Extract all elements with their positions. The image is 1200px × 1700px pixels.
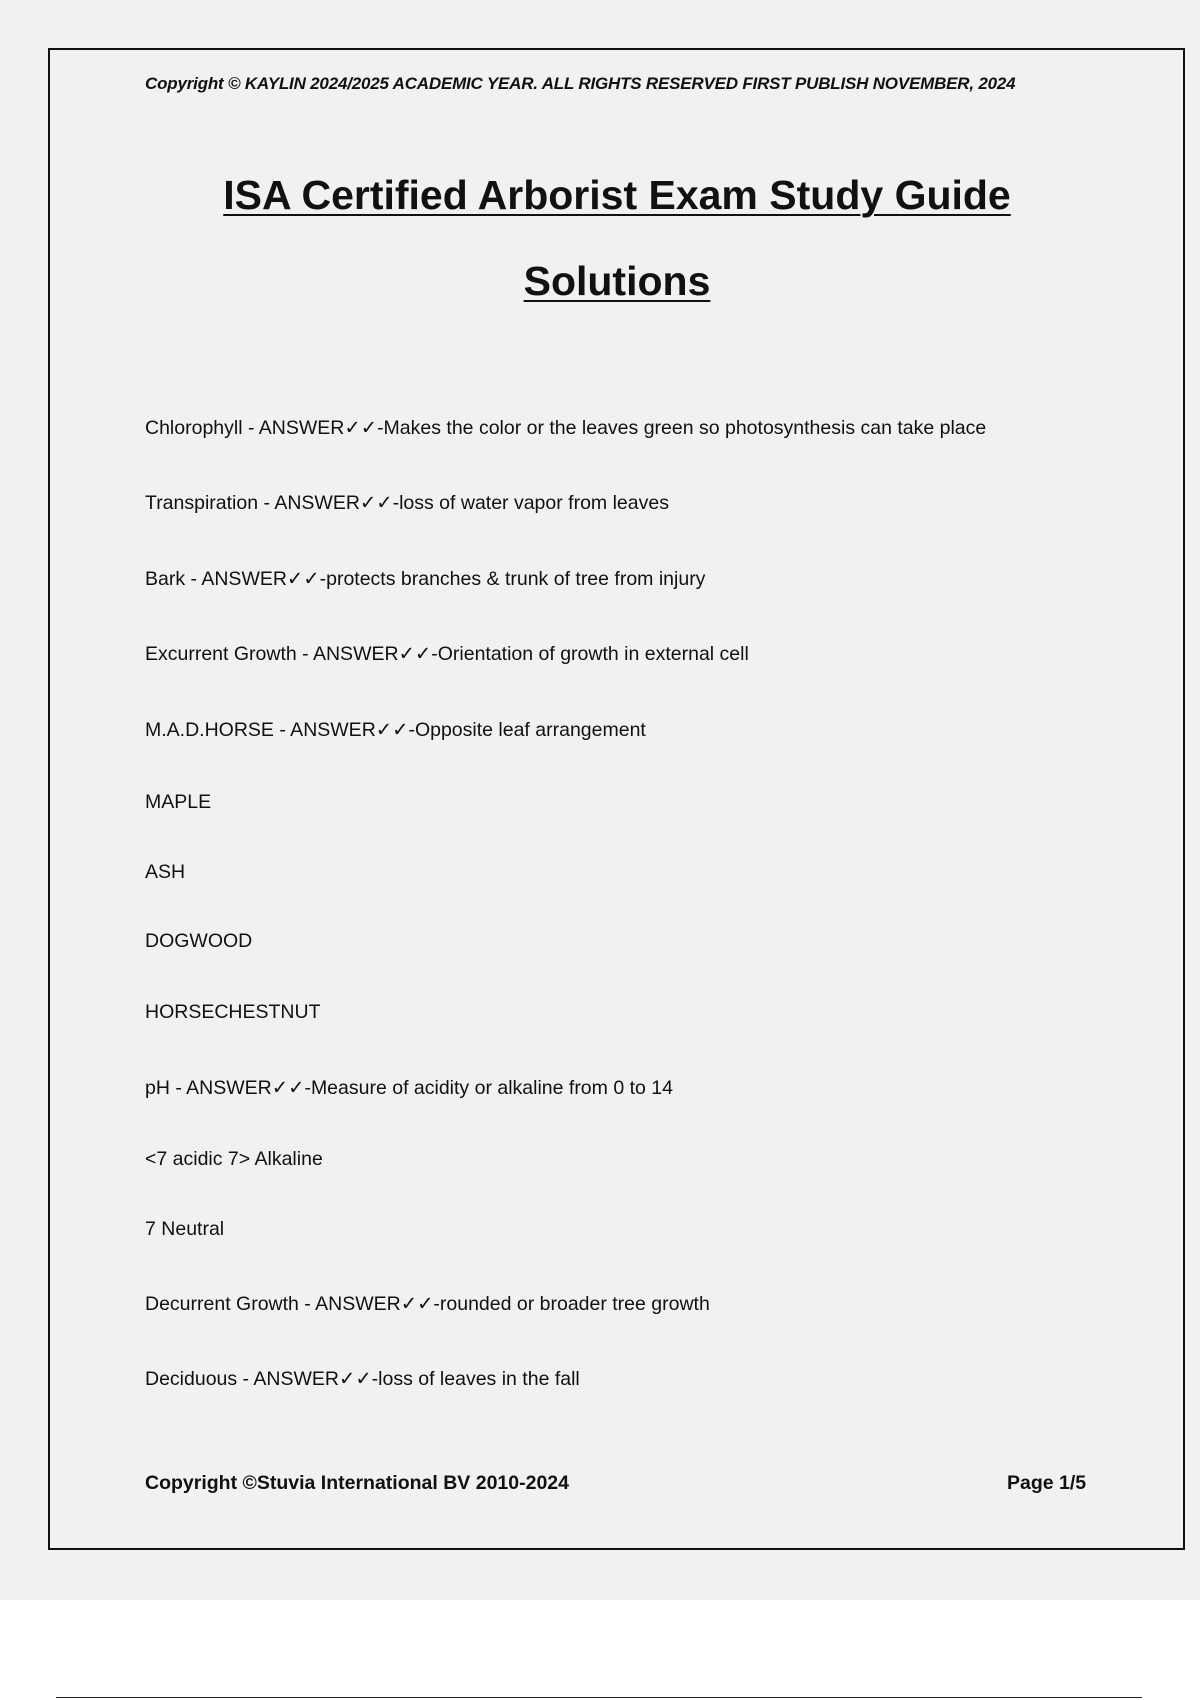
entry-horsechestnut: HORSECHESTNUT bbox=[145, 1001, 321, 1023]
entry-decurrent-growth: Decurrent Growth - ANSWER✓✓-rounded or broader tree growth bbox=[145, 1293, 710, 1315]
document-title: ISA Certified Arborist Exam Study Guide bbox=[223, 172, 1011, 218]
entry-excurrent-growth: Excurrent Growth - ANSWER✓✓-Orientation of growth in external cell bbox=[145, 643, 749, 665]
entry-maple: MAPLE bbox=[145, 791, 212, 813]
entry-chlorophyll: Chlorophyll - ANSWER✓✓-Makes the color or the leaves green so photosynthesis can take place bbox=[145, 417, 987, 439]
page-number: Page 1/5 bbox=[1007, 1472, 1087, 1494]
entry-mad-horse: M.A.D.HORSE - ANSWER✓✓-Opposite leaf arrangement bbox=[145, 719, 646, 741]
footer-copyright: Copyright ©Stuvia International BV 2010-2024 bbox=[145, 1472, 569, 1494]
entry-dogwood: DOGWOOD bbox=[145, 930, 253, 952]
entry-ash: ASH bbox=[145, 861, 186, 883]
document-title-line2: Solutions bbox=[523, 258, 711, 304]
entry-transpiration: Transpiration - ANSWER✓✓-loss of water vapor from leaves bbox=[145, 492, 669, 514]
entry-neutral: 7 Neutral bbox=[145, 1218, 225, 1240]
entry-deciduous: Deciduous - ANSWER✓✓-loss of leaves in the fall bbox=[145, 1368, 580, 1390]
entry-acidic-alkaline: <7 acidic 7> Alkaline bbox=[145, 1148, 323, 1170]
next-page-divider bbox=[56, 1697, 1142, 1698]
header-copyright: Copyright © KAYLIN 2024/2025 ACADEMIC YEAR. ALL RIGHTS RESERVED FIRST PUBLISH NOVEMBER, 2024 bbox=[145, 74, 1016, 93]
entry-bark: Bark - ANSWER✓✓-protects branches & trunk of tree from injury bbox=[145, 568, 706, 590]
entry-ph: pH - ANSWER✓✓-Measure of acidity or alkaline from 0 to 14 bbox=[145, 1077, 673, 1099]
